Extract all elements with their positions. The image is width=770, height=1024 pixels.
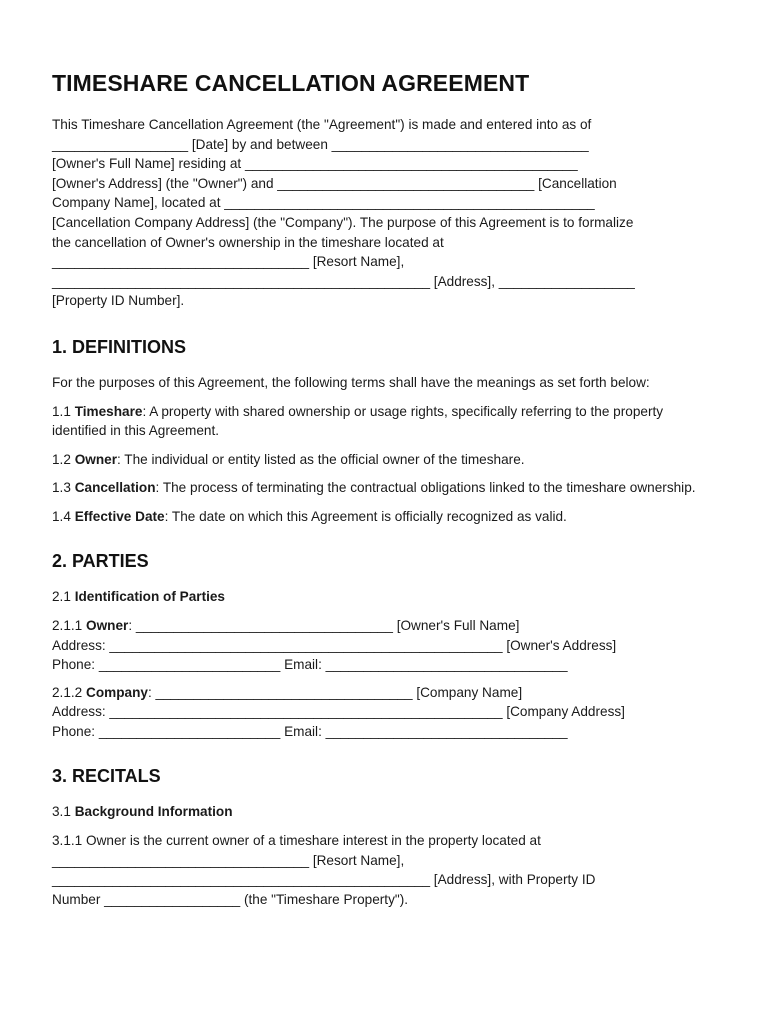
company-contact-line: Phone: ________________________ Email: ________________________________ <box>52 724 568 740</box>
company-block: 2.1.2 Company: __________________________________ [Company Name] Address: ____________________________________________________ [Company Address] Phone: ________________________ Email: ________________________________ <box>52 684 625 740</box>
document-title: TIMESHARE CANCELLATION AGREEMENT <box>52 70 530 96</box>
definition-term: Owner <box>74 451 117 467</box>
intro-line: This Timeshare Cancellation Agreement (the "Agreement") is made and entered into as of <box>52 117 592 132</box>
definition-term: Cancellation <box>74 480 156 496</box>
owner-block: 2.1.1 Owner: __________________________________ [Owner's Full Name] Address: ____________________________________________________ [Owner's Address] Phone: ________________________ Email: ________________________________ <box>52 618 617 673</box>
intro-line: the cancellation of Owner's ownership in the timeshare located at <box>52 234 444 250</box>
intro-line: [Property ID Number]. <box>52 293 185 309</box>
intro-line: Company Name], located at _________________________________________________ <box>52 195 595 211</box>
recitals-heading: 3. RECITALS <box>52 765 161 786</box>
definition-term: Effective Date <box>74 508 165 524</box>
company-label: Company <box>86 684 148 700</box>
definition-term: Timeshare <box>74 403 143 419</box>
intro-line: [Cancellation Company Address] (the "Company"). The purpose of this Agreement is to formalize <box>52 214 634 230</box>
intro-line: [Owner's Address] (the "Owner") and __________________________________ [Cancellation <box>52 175 617 191</box>
definition-item: 1.1 Timeshare: A property with shared ownership or usage rights, specifically referring to the property identified in this Agreement. <box>52 403 664 439</box>
definitions-intro: For the purposes of this Agreement, the following terms shall have the meanings as set forth below: <box>52 374 650 390</box>
owner-address-line: Address: ____________________________________________________ [Owner's Address] <box>52 637 617 653</box>
recitals-paragraph: 3.1.1 Owner is the current owner of a timeshare interest in the property located at __________________________________ [Resort Name], __________________________________________________ [Address], with Property ID Number __________________ (the "Timeshare Property"). <box>52 833 596 908</box>
owner-label: Owner <box>86 618 129 634</box>
definition-item: 1.4 Effective Date: The date on which this Agreement is officially recognized as valid. <box>52 508 567 524</box>
parties-section <box>52 551 718 742</box>
recitals-subheading: 3.1 Background Information <box>52 803 233 819</box>
definition-item: 1.3 Cancellation: The process of terminating the contractual obligations linked to the timeshare ownership. <box>52 480 696 496</box>
definitions-section <box>52 337 718 527</box>
intro-line: [Owner's Full Name] residing at ____________________________________________ <box>52 156 578 172</box>
definitions-heading: 1. DEFINITIONS <box>52 336 187 357</box>
company-address-line: Address: ____________________________________________________ [Company Address] <box>52 704 625 720</box>
owner-contact-line: Phone: ________________________ Email: ________________________________ <box>52 657 568 673</box>
intro-line: __________________________________________________ [Address], __________________ <box>52 273 635 289</box>
parties-subheading: 2.1 Identification of Parties <box>52 588 225 604</box>
intro-line: __________________________________ [Resort Name], <box>52 254 405 270</box>
intro-paragraph <box>52 115 718 311</box>
recitals-section <box>52 766 718 910</box>
intro-line: __________________ [Date] by and between __________________________________ <box>52 136 589 152</box>
parties-heading: 2. PARTIES <box>52 550 149 571</box>
definition-item: 1.2 Owner: The individual or entity listed as the official owner of the timeshare. <box>52 451 525 467</box>
